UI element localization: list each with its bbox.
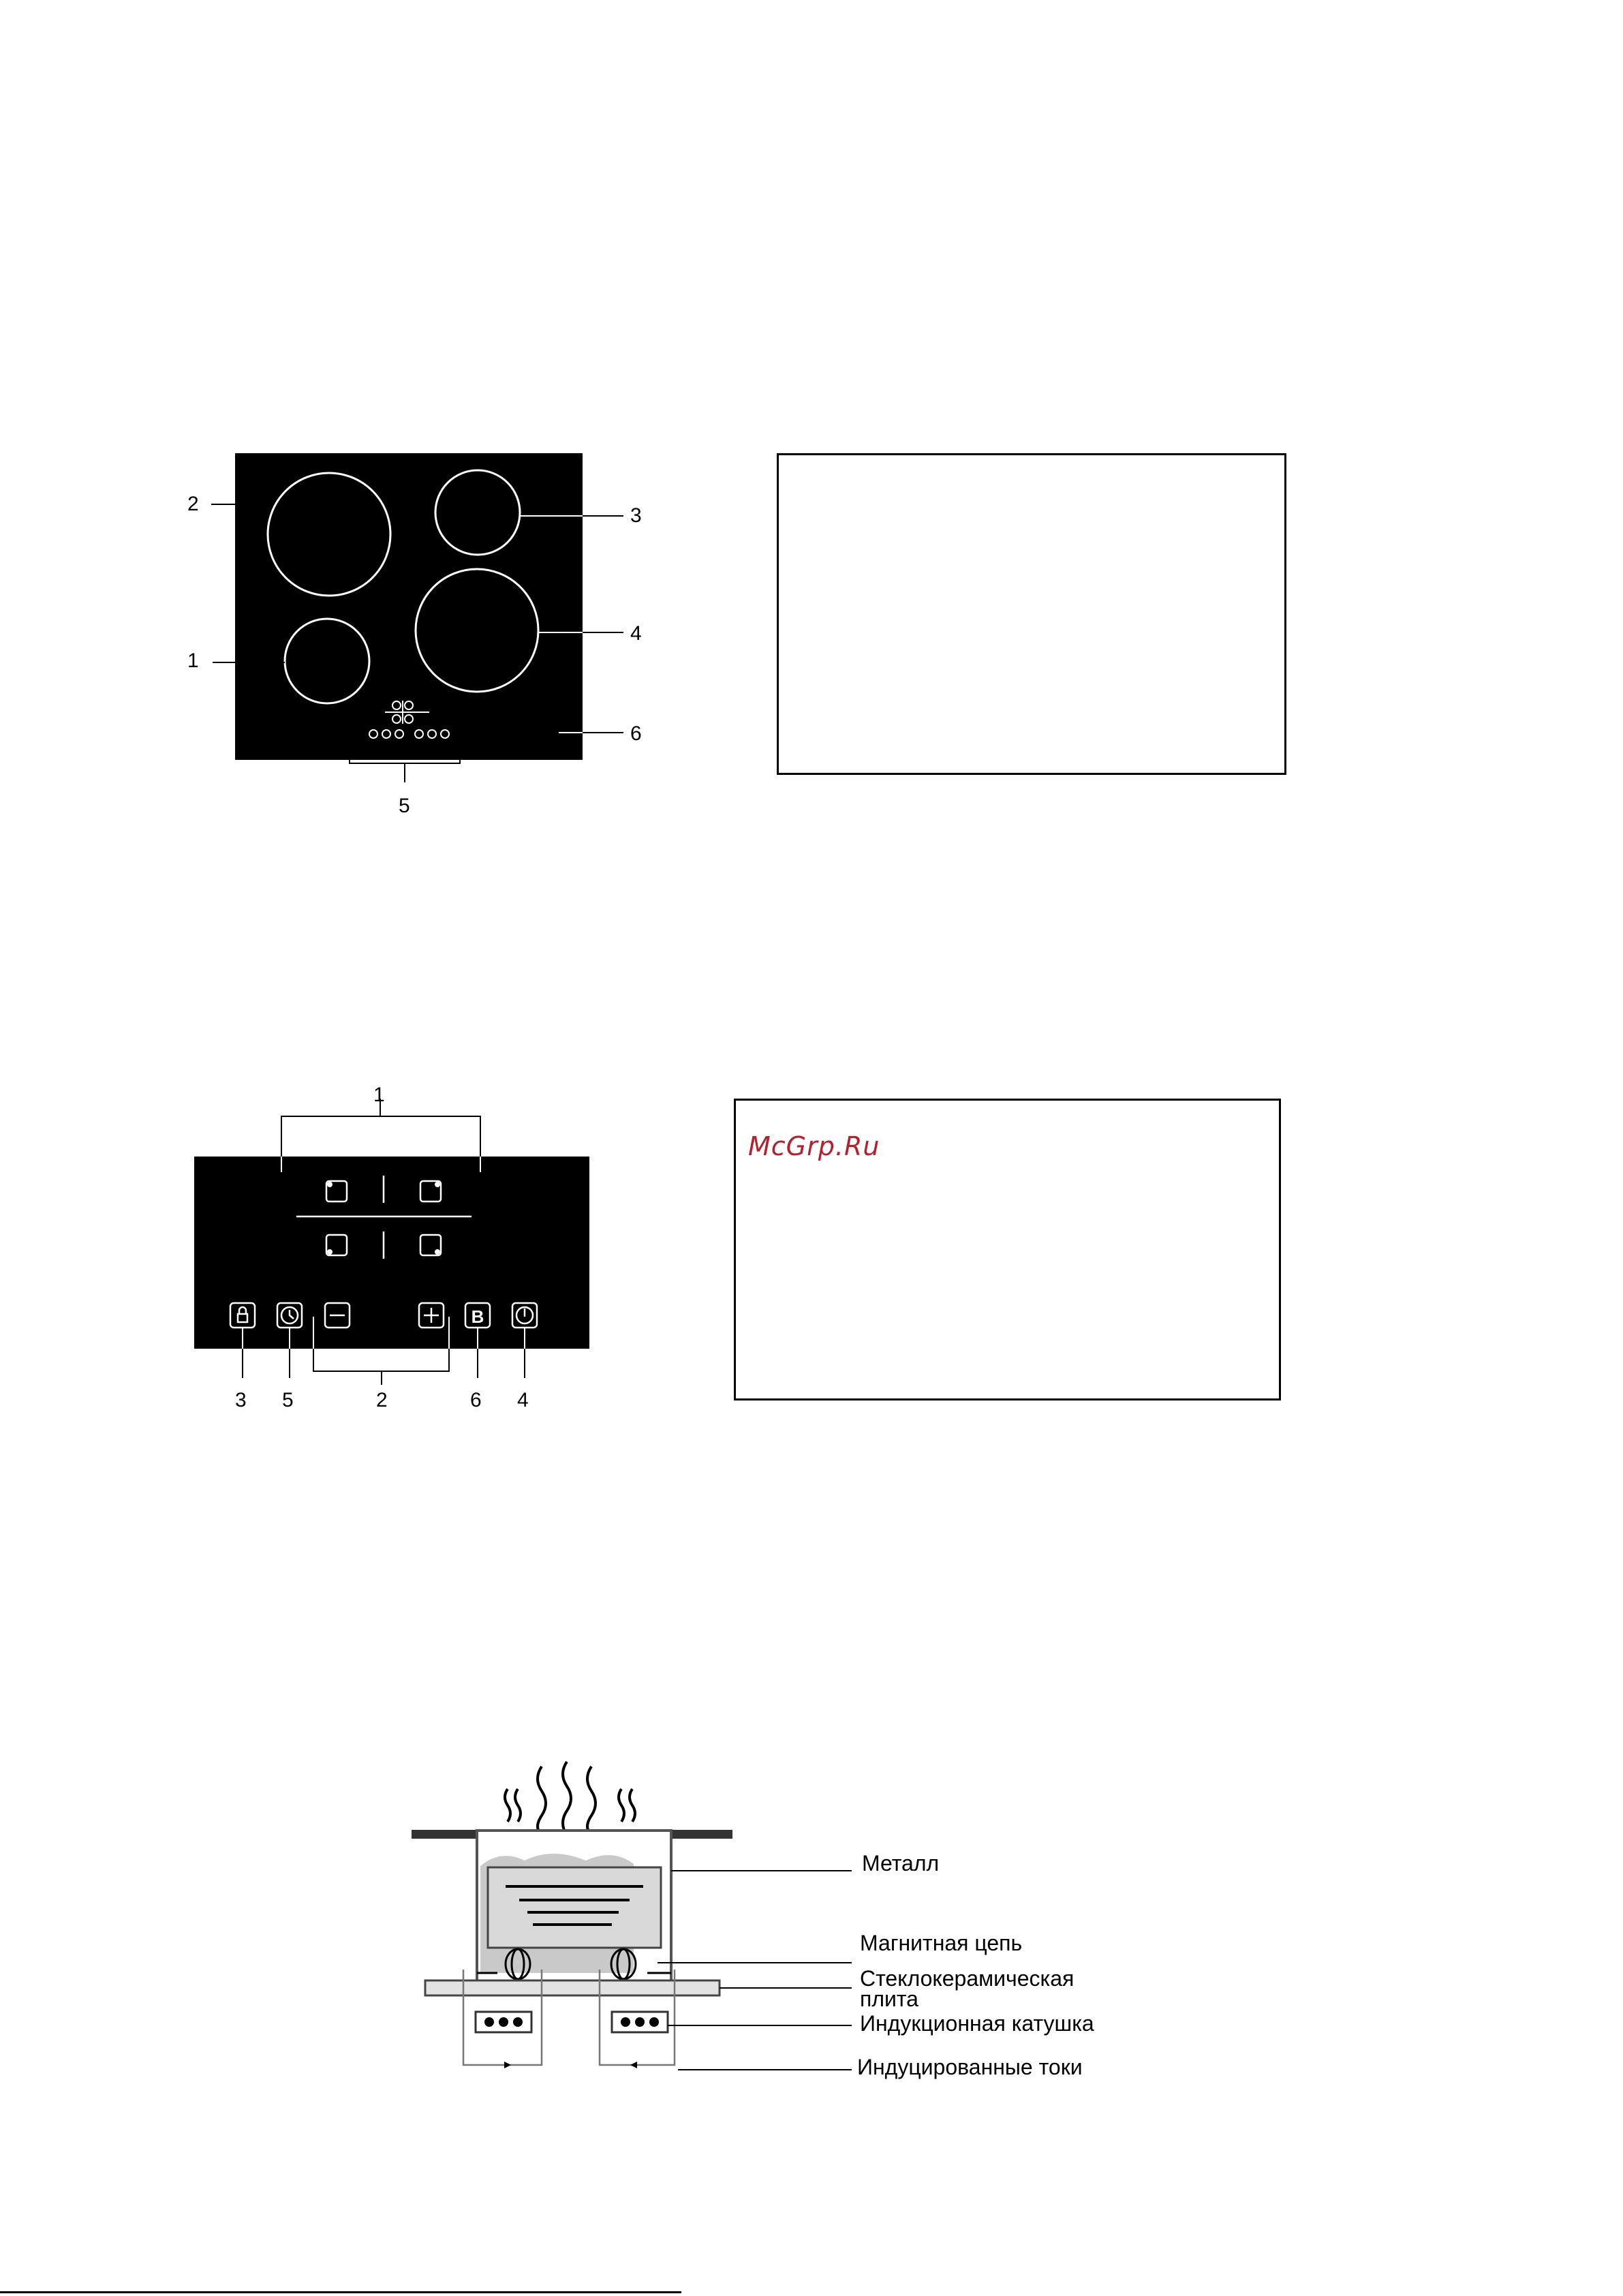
callout-6: 6 <box>630 722 642 745</box>
label-glass-ceramic-line2: плита <box>860 1987 918 2011</box>
label-magnetic-circuit: Магнитная цепь <box>860 1931 1023 1955</box>
footer-rule <box>0 2291 681 2293</box>
label-glass-ceramic-line1: Стеклокерамическая <box>860 1966 1075 1991</box>
callout-2: 2 <box>376 1389 388 1411</box>
watermark: McGrp.Ru <box>748 1131 880 1161</box>
callout-3: 3 <box>235 1389 247 1411</box>
callout-5: 5 <box>399 795 410 817</box>
label-induced-currents: Индуцированные токи <box>857 2055 1083 2079</box>
callout-1: 1 <box>187 649 199 672</box>
callout-4: 4 <box>630 622 642 645</box>
boost-button-glyph: B <box>471 1306 484 1327</box>
label-induction-coil: Индукционная катушка <box>860 2011 1094 2036</box>
callout-6: 6 <box>470 1389 482 1411</box>
callout-5: 5 <box>282 1389 294 1411</box>
label-metal: Металл <box>862 1851 940 1876</box>
callout-4: 4 <box>517 1389 529 1411</box>
callout-1: 1 <box>373 1084 385 1106</box>
callout-2: 2 <box>187 493 199 515</box>
callout-3: 3 <box>630 504 642 527</box>
